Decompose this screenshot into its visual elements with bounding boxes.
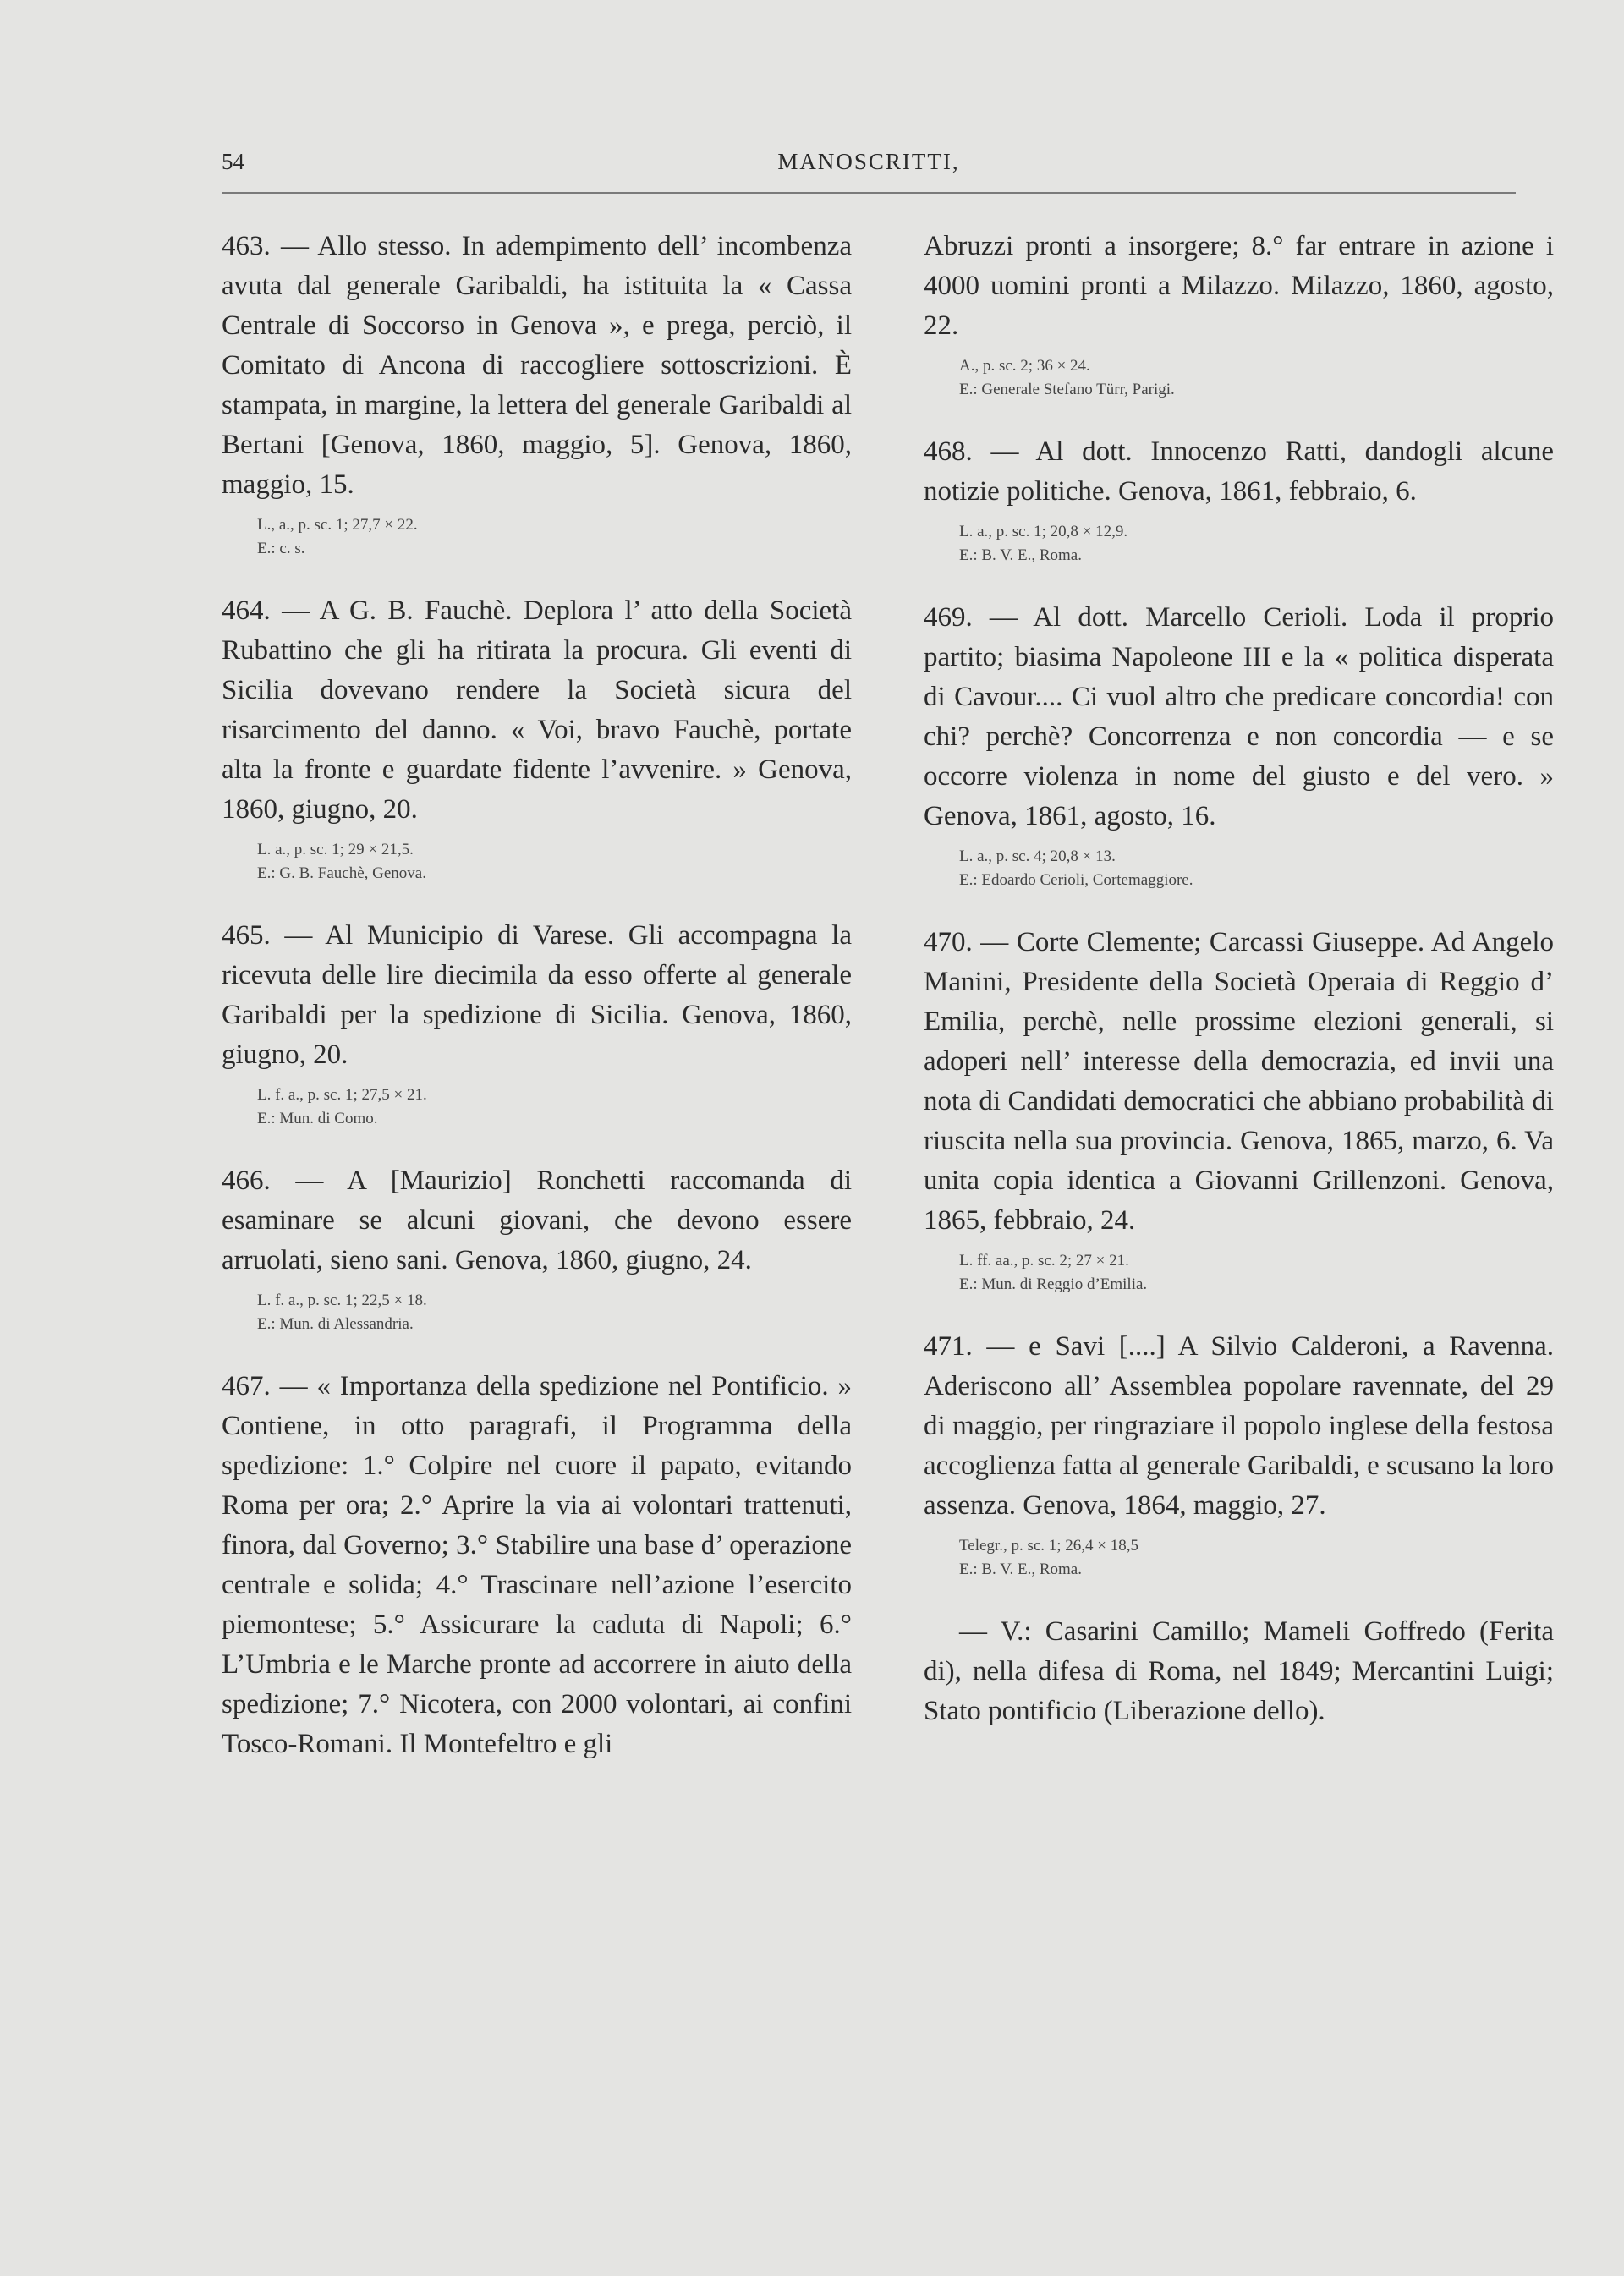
running-title: MANOSCRITTI, (777, 149, 960, 174)
entry-470 (924, 923, 1554, 1297)
physical-description: L. a., p. sc. 1; 29 × 21,5. (257, 841, 414, 858)
lender-note: E.: B. V. E., Roma. (959, 546, 1082, 564)
entry-text: 466. — A [Maurizio] Ronchetti raccomanda di esaminare se alcuni giovani, che devono essere arruolati, sieno sani. Genova, 1860, giugno, 24. (222, 1165, 852, 1275)
entry-meta (959, 1249, 1554, 1297)
lender-note: E.: Mun. di Reggio d’Emilia. (959, 1275, 1148, 1293)
entry-463 (222, 227, 852, 561)
entry-meta (257, 1083, 852, 1131)
page-number: 54 (222, 149, 244, 174)
entry-471 (924, 1327, 1554, 1582)
entry-465 (222, 916, 852, 1131)
entry-meta (959, 520, 1554, 568)
entry-text: 463. — Allo stesso. In adempimento dell’ incombenza avuta dal generale Garibaldi, ha istituita la « Cassa Centrale di Soccorso in Genova », e prega, perciò, il Comitato di Ancona di raccogliere sottoscrizioni. È stampata, in margine, la lettera del generale Garibaldi al Bertani [Genova, 1860, maggio, 5]. Genova, 1860, maggio, 15. (222, 231, 852, 500)
entry-meta (257, 838, 852, 886)
entry-466 (222, 1161, 852, 1336)
entry-467 (222, 1367, 852, 1764)
entry-meta (257, 513, 852, 561)
physical-description: L. f. a., p. sc. 1; 27,5 × 21. (257, 1086, 427, 1104)
left-column (222, 227, 852, 1795)
entry-text: 465. — Al Municipio di Varese. Gli accompagna la ricevuta delle lire diecimila da esso offerte al generale Garibaldi per la spedizione di Sicilia. Genova, 1860, giugno, 20. (222, 920, 852, 1070)
entry-meta (959, 354, 1554, 402)
entry-meta (959, 1534, 1554, 1582)
cross-reference-text: — V.: Casarini Camillo; Mameli Goffredo (Ferita di), nella difesa di Roma, nel 1849; Mercantini Luigi; Stato pontificio (Liberazione dello). (924, 1616, 1554, 1726)
entry-467-continued (924, 227, 1554, 402)
entry-text: Abruzzi pronti a insorgere; 8.° far entrare in azione i 4000 uomini pronti a Milazzo. Milazzo, 1860, agosto, 22. (924, 231, 1554, 341)
physical-description: L. ff. aa., p. sc. 2; 27 × 21. (959, 1252, 1129, 1270)
lender-note: E.: Edoardo Cerioli, Cortemaggiore. (959, 871, 1193, 889)
physical-description: L. a., p. sc. 4; 20,8 × 13. (959, 847, 1116, 865)
entry-text: 464. — A G. B. Fauchè. Deplora l’ atto della Società Rubattino che gli ha ritirata la procura. Gli eventi di Sicilia dovevano rendere la Società sicura del risarcimento del danno. « Voi, bravo Fauchè, portate alta la fronte e guardate fidente l’avvenire. » Genova, 1860, giugno, 20. (222, 595, 852, 825)
physical-description: A., p. sc. 2; 36 × 24. (959, 357, 1090, 375)
lender-note: E.: G. B. Fauchè, Genova. (257, 864, 426, 882)
lender-note: E.: Mun. di Alessandria. (257, 1315, 414, 1333)
entry-464 (222, 591, 852, 886)
entry-468 (924, 432, 1554, 568)
physical-description: L., a., p. sc. 1; 27,7 × 22. (257, 516, 418, 534)
entry-meta (257, 1289, 852, 1336)
lender-note: E.: Mun. di Como. (257, 1110, 378, 1127)
entry-text: 468. — Al dott. Innocenzo Ratti, dandogli alcune notizie politiche. Genova, 1861, febbraio, 6. (924, 436, 1554, 507)
entry-meta (959, 845, 1554, 892)
cross-reference (924, 1612, 1554, 1731)
entry-text: 469. — Al dott. Marcello Cerioli. Loda il proprio partito; biasima Napoleone III e la « politica disperata di Cavour.... Ci vuol altro che predicare concordia! con chi? perchè? Concorrenza e non concordia — e se occorre violenza in nome del giusto e del vero. » Genova, 1861, agosto, 16. (924, 602, 1554, 831)
physical-description: Telegr., p. sc. 1; 26,4 × 18,5 (959, 1537, 1139, 1555)
lender-note: E.: B. V. E., Roma. (959, 1560, 1082, 1578)
entry-text: 467. — « Importanza della spedizione nel Pontificio. » Contiene, in otto paragrafi, il Programma della spedizione: 1.° Colpire nel cuore il papato, evitando Roma per ora; 2.° Aprire la via ai volontari trattenuti, finora, dal Governo; 3.° Stabilire una base d’ operazione centrale e solida; 4.° Trascinare nell’azione l’esercito piemontese; 5.° Assicurare la caduta di Napoli; 6.° L’Umbria e le Marche pronte ad accorrere in aiuto della spedizione; 7.° Nicotera, con 2000 volontari, ai confini Tosco-Romani. Il Montefeltro e gli (222, 1371, 852, 1759)
physical-description: L. f. a., p. sc. 1; 22,5 × 18. (257, 1292, 427, 1309)
physical-description: L. a., p. sc. 1; 20,8 × 12,9. (959, 523, 1128, 540)
right-column (924, 227, 1554, 1762)
page-header (222, 149, 1516, 183)
entry-text: 470. — Corte Clemente; Carcassi Giuseppe. Ad Angelo Manini, Presidente della Società Operaia di Reggio d’ Emilia, perchè, nelle prossime elezioni generali, si adoperi nell’ interesse della democrazia, ed invii una nota di Candidati democratici che abbiano probabilità di riuscita nella sua provincia. Genova, 1865, marzo, 6. Va unita copia identica a Giovanni Grillenzoni. Genova, 1865, febbraio, 24. (924, 927, 1554, 1236)
entry-text: 471. — e Savi [....] A Silvio Calderoni, a Ravenna. Aderiscono all’ Assemblea popolare ravennate, del 29 di maggio, per ringraziare il popolo inglese della festosa accoglienza fatta al generale Garibaldi, e scusano la loro assenza. Genova, 1864, maggio, 27. (924, 1331, 1554, 1521)
lender-note: E.: Generale Stefano Türr, Parigi. (959, 381, 1175, 398)
header-rule (222, 192, 1516, 194)
lender-note: E.: c. s. (257, 540, 305, 557)
entry-469 (924, 598, 1554, 892)
